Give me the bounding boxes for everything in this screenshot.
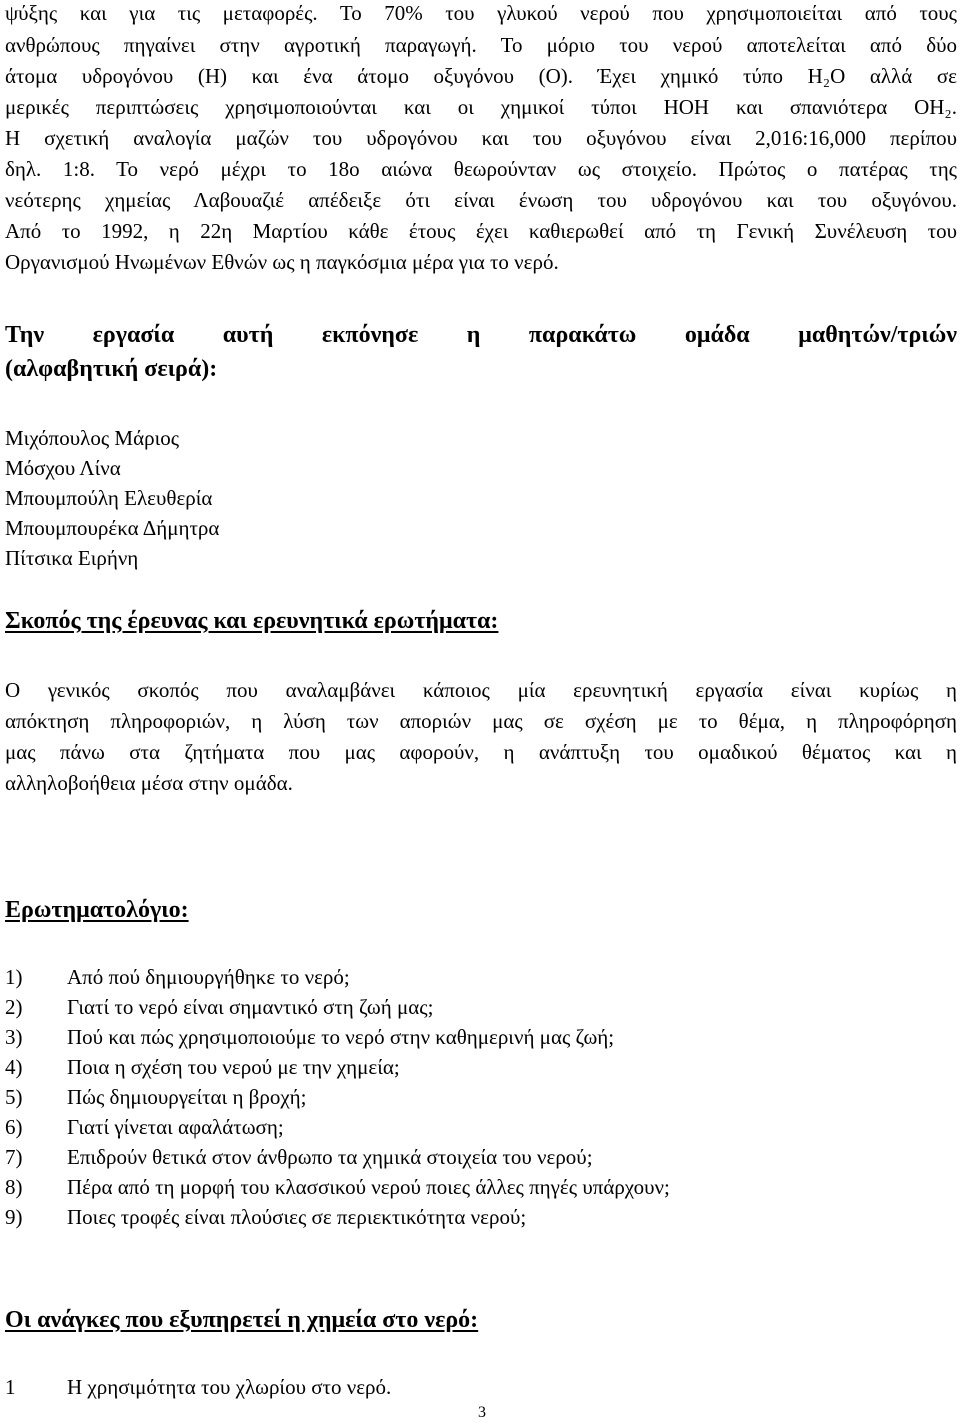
purpose-line-3: μας πάνω στα ζητήματα που μας αφορούν, η ανάπτυξη του ομαδικού θέματος και η — [5, 740, 957, 764]
team-member: Μιχόπουλος Μάριος — [5, 426, 180, 450]
team-member: Μπουμπούλη Ελευθερία — [5, 486, 213, 510]
team-member: Πίτσικα Ειρήνη — [5, 546, 139, 570]
question-text: Ποια η σχέση του νερού με την χημεία; — [67, 1055, 400, 1079]
purpose-heading: Σκοπός της έρευνας και ερευνητικά ερωτήματα: — [5, 608, 499, 634]
intro-line-2: ανθρώπους πηγαίνει στην αγροτική παραγωγή. Το μόριο του νερού αποτελείται από δύο — [5, 33, 957, 57]
intro-line-9: Οργανισμού Ηνωμένων Εθνών ως η παγκόσμια μέρα για το νερό. — [5, 250, 559, 274]
question-text: Γιατί γίνεται αφαλάτωση; — [67, 1115, 284, 1139]
team-heading-line-2: (αλφαβητική σειρά): — [5, 356, 218, 382]
question-number: 3) — [5, 1025, 23, 1049]
intro-line-1: ψύξης και για τις μεταφορές. Το 70% του γλυκού νερού που χρησιμοποιείται από τους — [5, 1, 957, 25]
needs-number: 1 — [5, 1375, 16, 1399]
intro-line-6: δηλ. 1:8. Το νερό μέχρι το 18ο αιώνα θεωρούνταν ως στοιχείο. Πρώτος ο πατέρας της — [5, 157, 957, 181]
question-text: Επιδρούν θετικά στον άνθρωπο τα χημικά στοιχεία του νερού; — [67, 1145, 593, 1169]
question-number: 2) — [5, 995, 23, 1019]
question-text: Πέρα από τη μορφή του κλασσικού νερού ποιες άλλες πηγές υπάρχουν; — [67, 1175, 670, 1199]
question-number: 7) — [5, 1145, 23, 1169]
intro-line-7: νεότερης χημείας Λαβουαζιέ απέδειξε ότι είναι ένωση του υδρογόνου και του οξυγόνου. — [5, 188, 957, 212]
questionnaire-heading: Ερωτηματολόγιο: — [5, 897, 189, 923]
question-number: 4) — [5, 1055, 23, 1079]
question-number: 8) — [5, 1175, 23, 1199]
question-number: 5) — [5, 1085, 23, 1109]
intro-line-5: Η σχετική αναλογία μαζών του υδρογόνου και του οξυγόνου είναι 2,016:16,000 περίπου — [5, 126, 957, 150]
intro-line-4: μερικές περιπτώσεις χρησιμοποιούνται και οι χημικοί τύποι HOH και σπανιότερα OH₂. — [5, 95, 957, 119]
needs-text: Η χρησιμότητα του χλωρίου στο νερό. — [67, 1375, 392, 1399]
needs-heading: Οι ανάγκες που εξυπηρετεί η χημεία στο νερό: — [5, 1307, 479, 1333]
page-number: 3 — [478, 1404, 486, 1421]
purpose-line-4: αλληλοβοήθεια μέσα στην ομάδα. — [5, 771, 293, 795]
question-number: 9) — [5, 1205, 23, 1229]
purpose-line-1: Ο γενικός σκοπός που αναλαμβάνει κάποιος μία ερευνητική εργασία είναι κυρίως η — [5, 678, 957, 702]
team-member: Μόσχου Λίνα — [5, 456, 121, 480]
question-number: 1) — [5, 965, 23, 989]
question-text: Από πού δημιουργήθηκε το νερό; — [67, 965, 350, 989]
intro-line-3: άτομα υδρογόνου (Η) και ένα άτομο οξυγόνου (Ο). Έχει χημικό τύπο H₂O αλλά σε — [5, 64, 957, 88]
purpose-line-2: απόκτηση πληροφοριών, η λύση των αποριών μας σε σχέση με το θέμα, η πληροφόρηση — [5, 709, 957, 733]
team-member: Μπουμπουρέκα Δήμητρα — [5, 516, 220, 540]
question-text: Ποιες τροφές είναι πλούσιες σε περιεκτικότητα νερού; — [67, 1205, 527, 1229]
question-text: Πώς δημιουργείται η βροχή; — [67, 1085, 307, 1109]
question-text: Γιατί το νερό είναι σημαντικό στη ζωή μας; — [67, 995, 434, 1019]
question-text: Πού και πώς χρησιμοποιούμε το νερό στην καθημερινή μας ζωή; — [67, 1025, 615, 1049]
intro-line-8: Από το 1992, η 22η Μαρτίου κάθε έτους έχει καθιερωθεί από τη Γενική Συνέλευση του — [5, 219, 957, 243]
team-heading-line-1: Την εργασία αυτή εκπόνησε η παρακάτω ομάδα μαθητών/τριών — [5, 322, 957, 348]
question-number: 6) — [5, 1115, 23, 1139]
